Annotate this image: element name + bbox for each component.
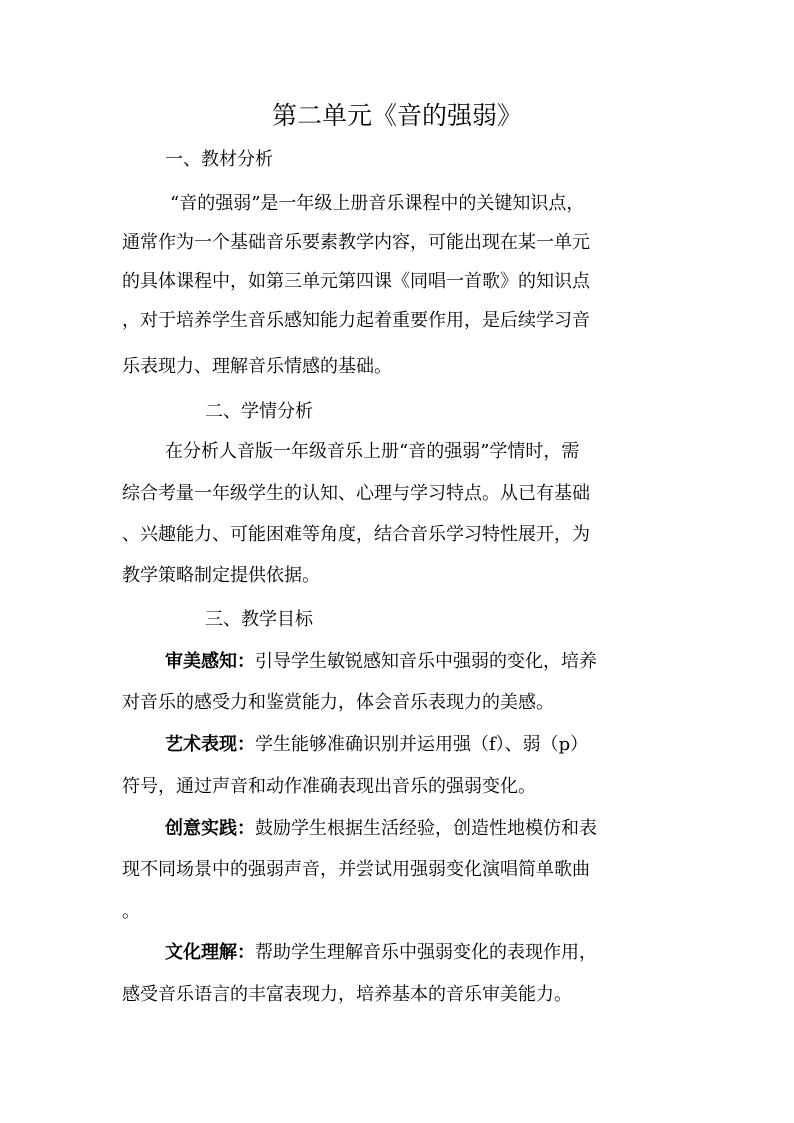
- paragraph-line: 符号，通过声音和动作准确表现出音乐的强弱变化。: [122, 776, 536, 797]
- paragraph-line: 教学策略制定提供依据。: [122, 565, 320, 586]
- goal-creative-line: [165, 815, 597, 843]
- paragraph-line: 通常作为一个基础音乐要素教学内容，可能出现在某一单元: [122, 232, 590, 253]
- goal-text: 帮助学生理解音乐中强弱变化的表现作用，: [255, 942, 597, 963]
- section-heading-teaching-goals: 三、教学目标: [205, 609, 313, 630]
- goal-label: 审美感知：: [165, 651, 255, 672]
- paragraph-line: 。: [122, 901, 140, 922]
- paragraph-line: 、兴趣能力、可能困难等角度，结合音乐学习特性展开，为: [122, 524, 590, 545]
- paragraph-line: “音的强弱”是一年级上册音乐课程中的关键知识点，: [170, 193, 585, 214]
- document-title: 第二单元《音的强弱》: [271, 101, 522, 130]
- goal-text: 学生能够准确识别并运用强（f）、弱（p）: [255, 734, 589, 755]
- paragraph-line: 现不同场景中的强弱声音，并尝试用强弱变化演唱简单歌曲: [122, 859, 590, 880]
- goal-text: 引导学生敏锐感知音乐中强弱的变化，培养: [255, 651, 597, 672]
- goal-label: 文化理解：: [165, 942, 255, 963]
- goal-label: 艺术表现：: [165, 734, 255, 755]
- paragraph-line: 乐表现力、理解音乐情感的基础。: [122, 356, 392, 377]
- goal-culture-line: [165, 939, 597, 967]
- paragraph-line: 对音乐的感受力和鉴赏能力，体会音乐表现力的美感。: [122, 692, 554, 713]
- section-heading-textbook-analysis: 一、教材分析: [165, 149, 273, 170]
- goal-expression-line: [165, 731, 588, 759]
- goal-aesthetic-line: [165, 648, 597, 676]
- paragraph-line: ，对于培养学生音乐感知能力起着重要作用，是后续学习音: [122, 310, 590, 331]
- section-heading-student-analysis: 二、学情分析: [205, 401, 313, 422]
- paragraph-line: 的具体课程中，如第三单元第四课《同唱一首歌》的知识点: [122, 271, 590, 292]
- paragraph-line: 在分析人音版一年级音乐上册“音的强弱”学情时，需: [165, 441, 580, 462]
- goal-label: 创意实践：: [165, 818, 255, 839]
- paragraph-line: 感受音乐语言的丰富表现力，培养基本的音乐审美能力。: [122, 984, 572, 1005]
- goal-text: 鼓励学生根据生活经验，创造性地模仿和表: [255, 818, 597, 839]
- paragraph-line: 综合考量一年级学生的认知、心理与学习特点。从已有基础: [122, 483, 590, 504]
